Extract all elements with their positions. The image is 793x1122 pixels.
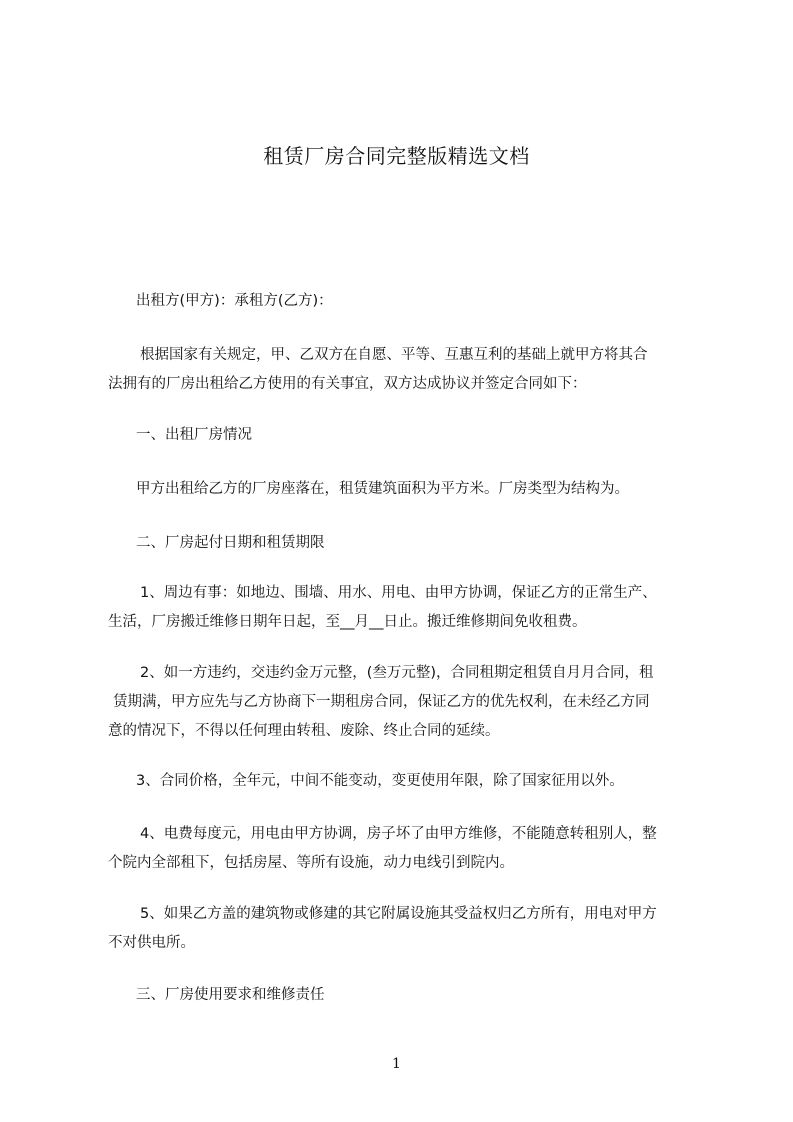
- parties-line: [108, 287, 704, 316]
- item-5-paragraph: [108, 900, 704, 958]
- intro-line-1: 根据国家有关规定，甲、乙双方在自愿、平等、互惠互利的基础上就甲方将其合: [140, 347, 648, 363]
- section-2-heading-text: 二、厂房起付日期和租赁期限: [136, 535, 325, 551]
- document-title: 租赁厂房合同完整版精选文档: [263, 144, 530, 168]
- intro-paragraph: [108, 341, 704, 399]
- item-4-line-2: 个院内全部租下，包括房屋、等所有设施，动力电线引到院内。: [108, 855, 514, 871]
- item-4-line-1: 4、电费每度元，用电由甲方协调，房子坏了由甲方维修，不能随意转租别人，整: [140, 826, 657, 842]
- item-1-line-1: 1、周边有事：如地边、围墙、用水、用电、由甲方协调，保证乙方的正常生产、: [140, 585, 657, 601]
- page-number: 1: [392, 1056, 401, 1072]
- parties-text: 出租方(甲方)：承租方(乙方)：: [136, 293, 333, 309]
- section-3-heading-text: 三、厂房使用要求和维修责任: [136, 987, 325, 1003]
- section-1-text: 甲方出租给乙方的厂房座落在，租赁建筑面积为平方米。厂房类型为结构为。: [136, 481, 629, 497]
- section-3-heading: [108, 981, 704, 1010]
- item-2-line-1: 2、如一方违约，交违约金万元整，(叁万元整)，合同租期定租赁自月月合同，租: [140, 665, 654, 681]
- item-4-paragraph: [108, 820, 704, 878]
- item-2-line-3: 意的情况下，不得以任何理由转租、废除、终止合同的延续。: [108, 723, 500, 739]
- item-1-line-2: 生活，厂房搬迁维修日期年日起，至__月__日止。搬迁维修期间免收租费。: [108, 614, 587, 630]
- item-5-line-2: 不对供电所。: [108, 935, 195, 951]
- item-2-line-2: 赁期满，甲方应先与乙方协商下一期租房合同，保证乙方的优先权利，在未经乙方同: [113, 694, 650, 710]
- item-1-paragraph: [108, 579, 704, 637]
- section-1-heading: [108, 421, 704, 450]
- item-5-line-1: 5、如果乙方盖的建筑物或修建的其它附属设施其受益权归乙方所有，用电对甲方: [140, 906, 657, 922]
- section-1-paragraph: [108, 475, 704, 504]
- item-3-paragraph: [108, 767, 704, 796]
- intro-line-2: 法拥有的厂房出租给乙方使用的有关事宜，双方达成协议并签定合同如下：: [108, 376, 587, 392]
- section-2-heading: [108, 529, 704, 558]
- item-3-line-1: 3、合同价格，全年元，中间不能变动，变更使用年限，除了国家征用以外。: [136, 773, 624, 789]
- section-1-heading-text: 一、出租厂房情况: [136, 427, 252, 443]
- item-2-paragraph: [108, 659, 704, 746]
